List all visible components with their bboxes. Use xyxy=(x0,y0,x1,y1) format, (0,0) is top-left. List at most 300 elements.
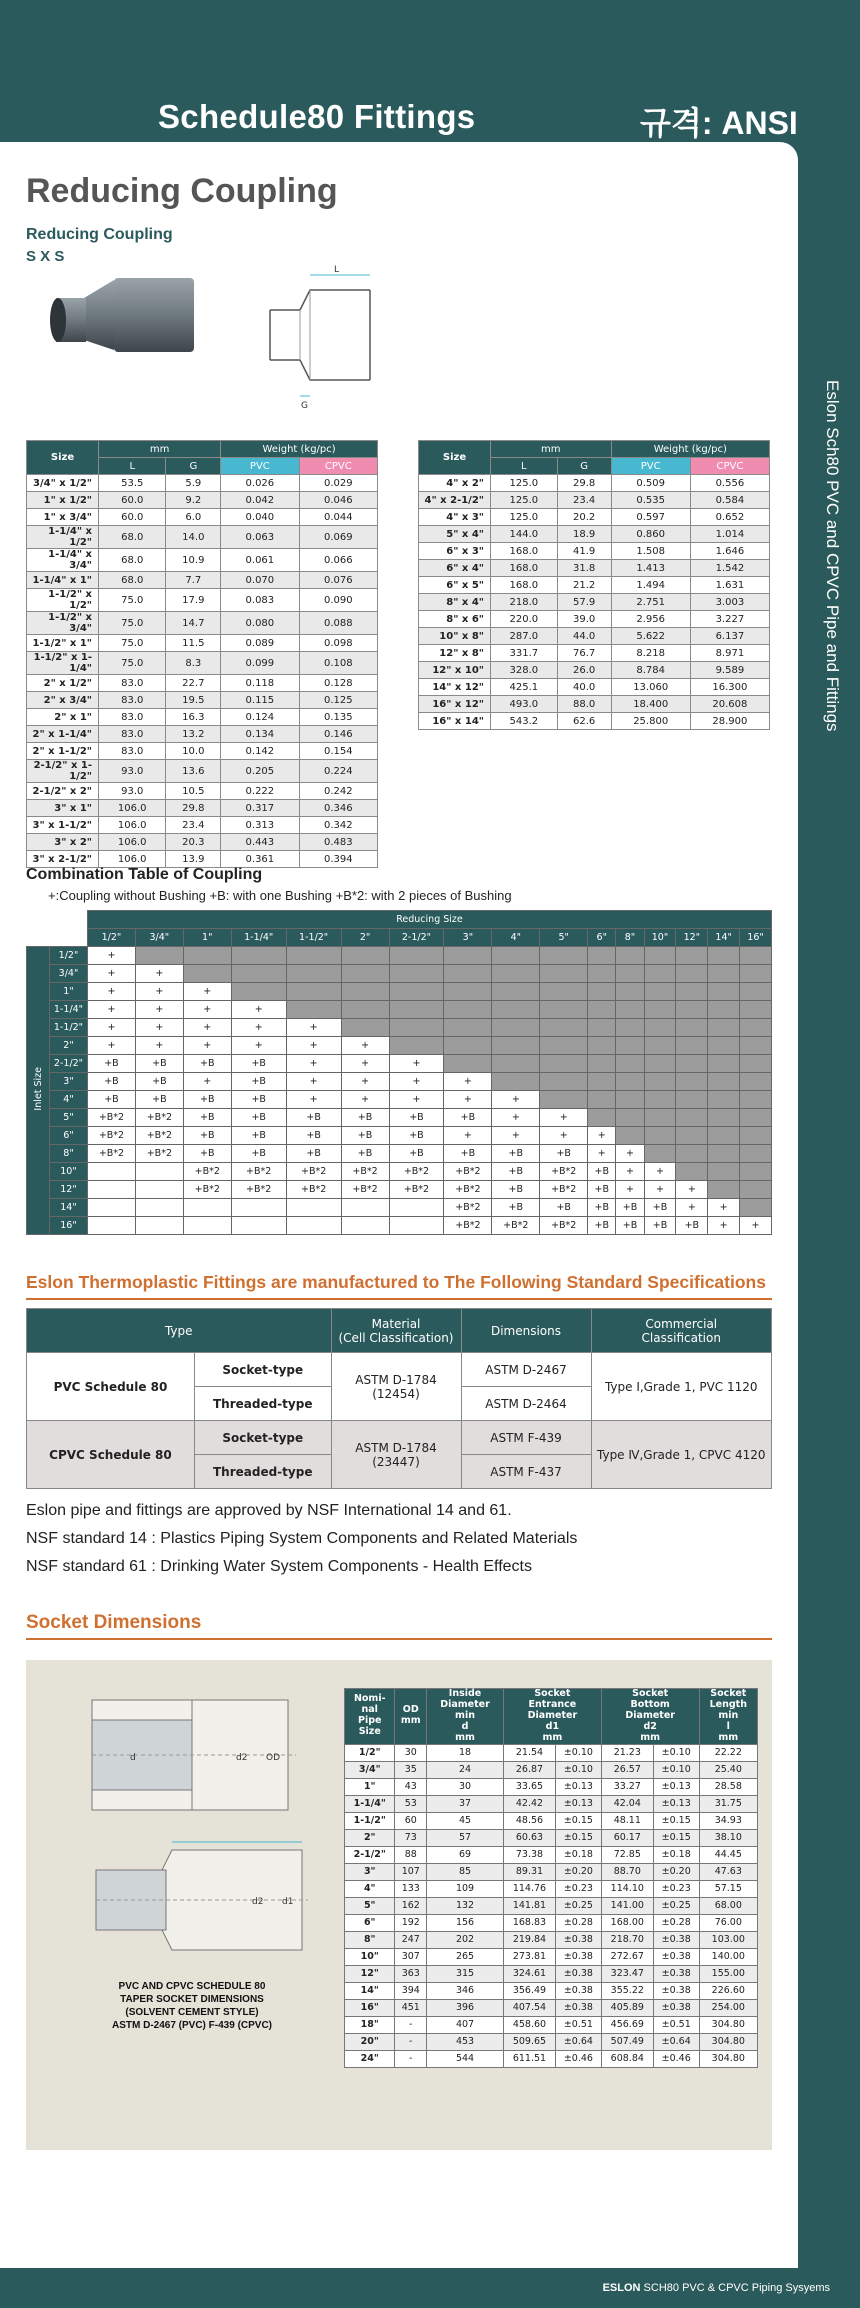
combination-cell xyxy=(676,1055,708,1073)
socket-value-cell: 43 xyxy=(395,1778,427,1795)
inlet-size-header: 3" xyxy=(50,1073,88,1091)
socket-value-cell: 304.80 xyxy=(699,2016,757,2033)
combination-cell xyxy=(616,1019,644,1037)
pvc-dim-socket: ASTM D-2467 xyxy=(461,1353,591,1387)
socket-value-cell: ±0.51 xyxy=(556,2016,602,2033)
combination-cell xyxy=(616,1127,644,1145)
combination-cell xyxy=(740,1091,772,1109)
combination-cell: + xyxy=(286,1037,341,1055)
combination-cell xyxy=(644,947,676,965)
pvc-weight-cell: 5.622 xyxy=(611,628,690,645)
combination-cell: +B xyxy=(492,1181,540,1199)
table-row xyxy=(27,652,378,675)
combination-cell xyxy=(616,1091,644,1109)
socket-value-cell: ±0.23 xyxy=(653,1880,699,1897)
combination-cell: +B*2 xyxy=(135,1145,183,1163)
socket-value-cell: 60 xyxy=(395,1812,427,1829)
socket-value-cell: 42.04 xyxy=(601,1795,653,1812)
combination-cell: + xyxy=(616,1145,644,1163)
combination-cell: + xyxy=(444,1091,492,1109)
g-cell: 5.9 xyxy=(166,475,221,492)
socket-value-cell: 44.45 xyxy=(699,1846,757,1863)
inlet-size-header: 6" xyxy=(50,1127,88,1145)
socket-value-cell: ±0.20 xyxy=(556,1863,602,1880)
table-row xyxy=(27,572,378,589)
socket-value-cell: 304.80 xyxy=(699,2033,757,2050)
reducing-size-header: 1" xyxy=(183,929,231,947)
col-cpvc: CPVC xyxy=(299,458,377,475)
l-cell: 220.0 xyxy=(491,611,558,628)
size-cell: 3" x 1-1/2" xyxy=(27,817,99,834)
combination-cell: + xyxy=(183,1037,231,1055)
combination-cell xyxy=(740,1109,772,1127)
socket-value-cell: ±0.38 xyxy=(556,1999,602,2016)
table-row xyxy=(419,628,770,645)
pvc-weight-cell: 0.040 xyxy=(221,509,299,526)
combination-cell xyxy=(708,1109,740,1127)
l-cell: 106.0 xyxy=(99,851,166,868)
inlet-size-header: 16" xyxy=(50,1217,88,1235)
pvc-weight-cell: 0.313 xyxy=(221,817,299,834)
combination-cell xyxy=(492,1055,540,1073)
socket-row xyxy=(345,1914,758,1931)
combination-cell xyxy=(644,1001,676,1019)
socket-value-cell: 42.42 xyxy=(503,1795,555,1812)
combination-cell: + xyxy=(88,1037,136,1055)
inlet-size-header: 1-1/4" xyxy=(50,1001,88,1019)
cpvc-weight-cell: 0.346 xyxy=(299,800,377,817)
size-cell: 1" x 1/2" xyxy=(27,492,99,509)
table-row xyxy=(27,589,378,612)
combination-cell: +B xyxy=(135,1091,183,1109)
socket-value-cell: ±0.51 xyxy=(653,2016,699,2033)
combination-cell xyxy=(708,1019,740,1037)
table-row xyxy=(27,509,378,526)
combination-cell xyxy=(644,1019,676,1037)
cpvc-weight-cell: 0.483 xyxy=(299,834,377,851)
combination-cell: + xyxy=(676,1181,708,1199)
combination-cell xyxy=(540,1037,588,1055)
combination-cell xyxy=(708,947,740,965)
combination-cell: +B*2 xyxy=(540,1217,588,1235)
size-cell: 4" x 2-1/2" xyxy=(419,492,491,509)
combination-cell: +B*2 xyxy=(231,1181,286,1199)
socket-value-cell: 69 xyxy=(427,1846,504,1863)
combination-cell xyxy=(88,1181,136,1199)
socket-value-cell: 346 xyxy=(427,1982,504,1999)
nominal-size-cell: 18" xyxy=(345,2016,395,2033)
pvc-weight-cell: 0.134 xyxy=(221,726,299,743)
combination-cell xyxy=(740,1073,772,1091)
socket-row xyxy=(345,1931,758,1948)
nominal-size-cell: 20" xyxy=(345,2033,395,2050)
combination-cell xyxy=(286,1199,341,1217)
combination-cell: + xyxy=(492,1109,540,1127)
pvc-weight-cell: 0.222 xyxy=(221,783,299,800)
socket-value-cell: 60.17 xyxy=(601,1829,653,1846)
combination-cell xyxy=(135,1181,183,1199)
table-row xyxy=(419,577,770,594)
cpvc-weight-cell: 6.137 xyxy=(690,628,769,645)
combination-cell xyxy=(492,1037,540,1055)
note-2: NSF standard 14 : Plastics Piping System Components and Related Materials xyxy=(26,1530,578,1547)
socket-value-cell: 35 xyxy=(395,1761,427,1778)
combination-cell: + xyxy=(676,1199,708,1217)
combination-cell: +B xyxy=(588,1199,616,1217)
col-type: Type xyxy=(27,1309,332,1353)
cpvc-weight-cell: 1.646 xyxy=(690,543,769,560)
cpvc-weight-cell: 0.090 xyxy=(299,589,377,612)
col-weight: Weight (kg/pc) xyxy=(221,441,378,458)
nominal-size-cell: 14" xyxy=(345,1982,395,1999)
combination-cell xyxy=(644,1127,676,1145)
g-cell: 40.0 xyxy=(557,679,611,696)
cpvc-weight-cell: 9.589 xyxy=(690,662,769,679)
g-cell: 9.2 xyxy=(166,492,221,509)
socket-value-cell: 394 xyxy=(395,1982,427,1999)
combination-cell xyxy=(616,983,644,1001)
combination-cell: +B*2 xyxy=(88,1127,136,1145)
socket-value-cell: 323.47 xyxy=(601,1965,653,1982)
socket-value-cell: ±0.46 xyxy=(653,2050,699,2067)
corner-cell xyxy=(50,911,88,947)
inlet-size-label xyxy=(27,947,50,1235)
table-row xyxy=(27,760,378,783)
l-cell: 328.0 xyxy=(491,662,558,679)
pvc-weight-cell: 0.535 xyxy=(611,492,690,509)
nominal-size-cell: 24" xyxy=(345,2050,395,2067)
socket-row xyxy=(345,1965,758,1982)
combination-cell xyxy=(540,965,588,983)
combination-cell: +B xyxy=(588,1163,616,1181)
combination-cell xyxy=(740,1199,772,1217)
col-weight: Weight (kg/pc) xyxy=(611,441,769,458)
socket-value-cell: 304.80 xyxy=(699,2050,757,2067)
combination-cell xyxy=(588,1001,616,1019)
combination-cell xyxy=(183,1217,231,1235)
col-mm: mm xyxy=(99,441,221,458)
svg-text:G: G xyxy=(301,401,308,410)
combination-cell xyxy=(231,965,286,983)
inlet-size-header: 10" xyxy=(50,1163,88,1181)
g-cell: 21.2 xyxy=(557,577,611,594)
combination-cell xyxy=(540,947,588,965)
size-cell: 8" x 6" xyxy=(419,611,491,628)
combination-cell: +B xyxy=(183,1109,231,1127)
nominal-size-cell: 4" xyxy=(345,1880,395,1897)
nominal-size-cell: 1-1/4" xyxy=(345,1795,395,1812)
cpvc-weight-cell: 16.300 xyxy=(690,679,769,696)
socket-value-cell: 103.00 xyxy=(699,1931,757,1948)
l-cell: 287.0 xyxy=(491,628,558,645)
col-dimensions: Dimensions xyxy=(461,1309,591,1353)
socket-header: Socket Bottom Diameter d2 mm xyxy=(601,1689,699,1745)
socket-value-cell: 254.00 xyxy=(699,1999,757,2016)
cpvc-weight-cell: 0.125 xyxy=(299,692,377,709)
combination-row xyxy=(27,983,772,1001)
combination-cell xyxy=(616,1109,644,1127)
page-header-title: Schedule80 Fittings xyxy=(158,98,476,135)
combination-cell: + xyxy=(135,983,183,1001)
cpvc-weight-cell: 28.900 xyxy=(690,713,769,730)
cpvc-weight-cell: 0.342 xyxy=(299,817,377,834)
nominal-size-cell: 1/2" xyxy=(345,1744,395,1761)
socket-row xyxy=(345,1795,758,1812)
socket-value-cell: 30 xyxy=(395,1744,427,1761)
g-cell: 7.7 xyxy=(166,572,221,589)
socket-value-cell: 24 xyxy=(427,1761,504,1778)
combination-cell: + xyxy=(644,1163,676,1181)
combination-cell: + xyxy=(183,1073,231,1091)
socket-value-cell: ±0.38 xyxy=(653,1948,699,1965)
size-cell: 3" x 2-1/2" xyxy=(27,851,99,868)
combination-cell xyxy=(644,1037,676,1055)
socket-value-cell: 155.00 xyxy=(699,1965,757,1982)
socket-value-cell: 611.51 xyxy=(503,2050,555,2067)
col-G: G xyxy=(557,458,611,475)
pvc-threaded: Threaded-type xyxy=(194,1387,331,1421)
socket-row xyxy=(345,2033,758,2050)
l-cell: 68.0 xyxy=(99,526,166,549)
combination-cell: +B xyxy=(135,1073,183,1091)
combination-cell: +B*2 xyxy=(341,1181,389,1199)
cpvc-weight-cell: 0.108 xyxy=(299,652,377,675)
combination-cell xyxy=(740,1001,772,1019)
combination-cell: +B*2 xyxy=(135,1127,183,1145)
combination-cell: +B*2 xyxy=(341,1163,389,1181)
combination-cell xyxy=(286,983,341,1001)
combination-cell xyxy=(286,1217,341,1235)
combination-cell: +B xyxy=(231,1145,286,1163)
combination-cell xyxy=(740,1019,772,1037)
size-cell: 1-1/4" x 1" xyxy=(27,572,99,589)
combination-cell: +B*2 xyxy=(135,1109,183,1127)
combination-cell: + xyxy=(286,1091,341,1109)
combination-cell: +B xyxy=(341,1127,389,1145)
g-cell: 18.9 xyxy=(557,526,611,543)
combination-cell xyxy=(183,1199,231,1217)
socket-value-cell: 162 xyxy=(395,1897,427,1914)
combination-cell xyxy=(389,1217,444,1235)
socket-title: Socket Dimensions xyxy=(26,1612,202,1633)
combination-row xyxy=(27,1037,772,1055)
socket-value-cell: 73 xyxy=(395,1829,427,1846)
socket-value-cell: 218.70 xyxy=(601,1931,653,1948)
combination-cell xyxy=(231,983,286,1001)
size-cell: 3" x 2" xyxy=(27,834,99,851)
socket-value-cell: 21.54 xyxy=(503,1744,555,1761)
combination-cell: +B xyxy=(389,1145,444,1163)
combination-cell: +B*2 xyxy=(389,1163,444,1181)
combination-cell: + xyxy=(644,1181,676,1199)
combination-cell xyxy=(588,983,616,1001)
combination-cell xyxy=(708,1181,740,1199)
socket-value-cell: 22.22 xyxy=(699,1744,757,1761)
combination-cell xyxy=(616,947,644,965)
nominal-size-cell: 1" xyxy=(345,1778,395,1795)
nominal-size-cell: 12" xyxy=(345,1965,395,1982)
g-cell: 31.8 xyxy=(557,560,611,577)
inlet-size-header: 14" xyxy=(50,1199,88,1217)
combination-cell xyxy=(183,947,231,965)
combination-cell xyxy=(444,983,492,1001)
combination-row xyxy=(27,1217,772,1235)
l-cell: 106.0 xyxy=(99,800,166,817)
cpvc-dim-threaded: ASTM F-437 xyxy=(461,1455,591,1489)
cpvc-weight-cell: 0.584 xyxy=(690,492,769,509)
pvc-weight-cell: 1.413 xyxy=(611,560,690,577)
socket-value-cell: ±0.25 xyxy=(653,1897,699,1914)
nominal-size-cell: 16" xyxy=(345,1999,395,2016)
combination-cell: + xyxy=(588,1145,616,1163)
combination-cell xyxy=(286,965,341,983)
pvc-commercial: Type Ⅰ,Grade 1, PVC 1120 xyxy=(591,1353,772,1421)
socket-value-cell: 168.83 xyxy=(503,1914,555,1931)
combination-cell: +B xyxy=(644,1217,676,1235)
corner-cell xyxy=(27,911,50,947)
socket-value-cell: 544 xyxy=(427,2050,504,2067)
cpvc-weight-cell: 0.066 xyxy=(299,549,377,572)
g-cell: 26.0 xyxy=(557,662,611,679)
table-row xyxy=(27,834,378,851)
socket-value-cell: 307 xyxy=(395,1948,427,1965)
combination-cell xyxy=(740,1127,772,1145)
socket-value-cell: ±0.38 xyxy=(556,1948,602,1965)
socket-value-cell: 458.60 xyxy=(503,2016,555,2033)
l-cell: 106.0 xyxy=(99,817,166,834)
cpvc-weight-cell: 8.971 xyxy=(690,645,769,662)
combination-cell: + xyxy=(540,1127,588,1145)
cpvc-weight-cell: 0.135 xyxy=(299,709,377,726)
combination-cell: +B xyxy=(286,1127,341,1145)
combination-cell xyxy=(588,1109,616,1127)
combination-cell: +B xyxy=(231,1073,286,1091)
size-cell: 2" x 1-1/2" xyxy=(27,743,99,760)
cpvc-weight-cell: 0.242 xyxy=(299,783,377,800)
socket-row xyxy=(345,1846,758,1863)
socket-rule xyxy=(26,1638,772,1640)
combination-cell: +B xyxy=(588,1181,616,1199)
nominal-size-cell: 1-1/2" xyxy=(345,1812,395,1829)
size-cell: 3" x 1" xyxy=(27,800,99,817)
socket-value-cell: ±0.38 xyxy=(653,1931,699,1948)
coupling-photo xyxy=(44,270,204,380)
combination-cell: + xyxy=(135,1037,183,1055)
combination-cell: + xyxy=(88,965,136,983)
pvc-weight-cell: 0.361 xyxy=(221,851,299,868)
combination-cell xyxy=(740,947,772,965)
inlet-size-header: 1-1/2" xyxy=(50,1019,88,1037)
l-cell: 83.0 xyxy=(99,743,166,760)
socket-value-cell: 28.58 xyxy=(699,1778,757,1795)
l-cell: 425.1 xyxy=(491,679,558,696)
combination-cell xyxy=(341,947,389,965)
combination-cell xyxy=(708,983,740,1001)
combination-cell xyxy=(616,1055,644,1073)
g-cell: 22.7 xyxy=(166,675,221,692)
l-cell: 93.0 xyxy=(99,760,166,783)
product-code: S X S xyxy=(26,248,65,265)
size-cell: 2" x 1-1/4" xyxy=(27,726,99,743)
pvc-weight-cell: 0.063 xyxy=(221,526,299,549)
combination-cell xyxy=(588,1037,616,1055)
cpvc-weight-cell: 0.029 xyxy=(299,475,377,492)
size-cell: 1-1/2" x 1/2" xyxy=(27,589,99,612)
reducing-size-header: 3" xyxy=(444,929,492,947)
combination-cell: + xyxy=(444,1073,492,1091)
inlet-size-header: 2-1/2" xyxy=(50,1055,88,1073)
pvc-weight-cell: 0.443 xyxy=(221,834,299,851)
g-cell: 8.3 xyxy=(166,652,221,675)
combination-cell: + xyxy=(183,1019,231,1037)
nominal-size-cell: 10" xyxy=(345,1948,395,1965)
combination-cell xyxy=(588,965,616,983)
socket-header: Socket Entrance Diameter d1 mm xyxy=(503,1689,601,1745)
combination-cell: +B*2 xyxy=(389,1181,444,1199)
socket-value-cell: 168.00 xyxy=(601,1914,653,1931)
cpvc-type: CPVC Schedule 80 xyxy=(27,1421,195,1489)
combination-cell xyxy=(676,1163,708,1181)
side-tab-label: Eslon Sch80 PVC and CPVC Pipe and Fittings xyxy=(823,380,842,732)
socket-value-cell: ±0.23 xyxy=(556,1880,602,1897)
table-row xyxy=(27,635,378,652)
combination-cell: +B xyxy=(135,1055,183,1073)
socket-value-cell: 456.69 xyxy=(601,2016,653,2033)
socket-value-cell: 33.27 xyxy=(601,1778,653,1795)
combination-cell: +B xyxy=(183,1091,231,1109)
combination-cell xyxy=(444,1001,492,1019)
cpvc-weight-cell: 0.069 xyxy=(299,526,377,549)
pvc-dim-threaded: ASTM D-2464 xyxy=(461,1387,591,1421)
cpvc-weight-cell: 0.076 xyxy=(299,572,377,589)
socket-value-cell: ±0.15 xyxy=(556,1812,602,1829)
reducing-size-header: 3/4" xyxy=(135,929,183,947)
table-row xyxy=(27,851,378,868)
cpvc-weight-cell: 0.154 xyxy=(299,743,377,760)
socket-value-cell: 507.49 xyxy=(601,2033,653,2050)
pvc-weight-cell: 0.597 xyxy=(611,509,690,526)
combination-cell xyxy=(588,1073,616,1091)
combination-cell: +B xyxy=(492,1145,540,1163)
combination-cell xyxy=(492,947,540,965)
combination-cell xyxy=(341,1199,389,1217)
size-cell: 1-1/4" x 3/4" xyxy=(27,549,99,572)
combination-cell: +B xyxy=(341,1109,389,1127)
socket-value-cell: 33.65 xyxy=(503,1778,555,1795)
cpvc-threaded: Threaded-type xyxy=(194,1455,331,1489)
inlet-size-header: 4" xyxy=(50,1091,88,1109)
socket-value-cell: 25.40 xyxy=(699,1761,757,1778)
combination-cell xyxy=(231,1217,286,1235)
pvc-material: ASTM D-1784 (12454) xyxy=(331,1353,461,1421)
table-row xyxy=(419,492,770,509)
table-row xyxy=(27,726,378,743)
cpvc-weight-cell: 0.128 xyxy=(299,675,377,692)
g-cell: 20.2 xyxy=(557,509,611,526)
pvc-weight-cell: 25.800 xyxy=(611,713,690,730)
combination-cell xyxy=(676,983,708,1001)
socket-value-cell: 26.57 xyxy=(601,1761,653,1778)
inlet-size-header: 1" xyxy=(50,983,88,1001)
table-row xyxy=(27,743,378,760)
weight-table-left xyxy=(26,440,378,868)
l-cell: 83.0 xyxy=(99,709,166,726)
weight-table-right xyxy=(418,440,770,730)
pvc-weight-cell: 0.080 xyxy=(221,612,299,635)
socket-value-cell: ±0.64 xyxy=(653,2033,699,2050)
combination-cell: +B*2 xyxy=(492,1217,540,1235)
combination-cell: + xyxy=(88,1001,136,1019)
